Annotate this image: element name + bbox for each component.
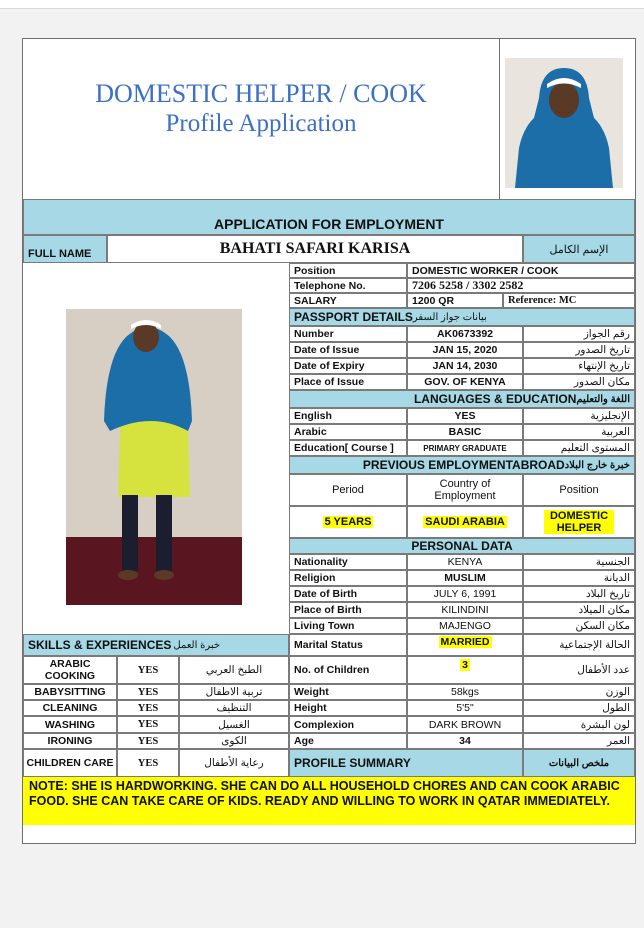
date-of-issue-ar: تاريخ الصدور	[523, 342, 635, 358]
date-of-issue-label: Date of Issue	[289, 342, 407, 358]
age-value: 34	[407, 733, 523, 749]
country-value-cell	[407, 506, 523, 538]
form-subtitle: Profile Application	[165, 110, 357, 137]
period-header: Period	[289, 474, 407, 506]
place-of-issue-label: Place of Issue	[289, 374, 407, 390]
date-of-issue-value: JAN 15, 2020	[407, 342, 523, 358]
arabic-label: Arabic	[289, 424, 407, 440]
skill-arabic-cooking-ar: الطبخ العربي	[179, 656, 289, 684]
skill-cleaning-ar: التنظيف	[179, 700, 289, 716]
weight-value: 58kgs	[407, 684, 523, 700]
height-value: 5'5"	[407, 700, 523, 716]
date-of-expiry-ar: تاريخ الإنتهاء	[523, 358, 635, 374]
passport-number-value: AK0673392	[407, 326, 523, 342]
english-ar: الإنجليزية	[523, 408, 635, 424]
place-of-birth-label: Place of Birth	[289, 602, 407, 618]
salary-label: SALARY	[289, 293, 407, 308]
profile-summary-label-ar: ملخص البيانات	[523, 749, 635, 777]
skills-heading: SKILLS & EXPERIENCES خبرة العمل	[23, 634, 289, 656]
profile-summary-label: PROFILE SUMMARY	[289, 749, 523, 777]
education-label: Education[ Course ]	[289, 440, 407, 456]
telephone-label: Telephone No.	[289, 278, 407, 293]
education-ar: المستوى التعليم	[523, 440, 635, 456]
skill-children-care-value: YES	[117, 749, 179, 777]
salary-value: 1200 QR	[407, 293, 503, 308]
skill-washing-value: YES	[117, 716, 179, 733]
skill-ironing-ar: الكوى	[179, 733, 289, 749]
weight-ar: الوزن	[523, 684, 635, 700]
date-of-expiry-label: Date of Expiry	[289, 358, 407, 374]
nationality-label: Nationality	[289, 554, 407, 570]
full-name-label-ar: الإسم الكامل	[523, 235, 635, 263]
header-divider	[499, 39, 500, 199]
personal-data-heading: PERSONAL DATA	[289, 538, 635, 554]
date-of-expiry-value: JAN 14, 2030	[407, 358, 523, 374]
form-title: DOMESTIC HELPER / COOK	[95, 79, 427, 108]
complexion-label: Complexion	[289, 716, 407, 733]
height-label: Height	[289, 700, 407, 716]
children-ar: عدد الأطفال	[523, 656, 635, 684]
skill-arabic-cooking-label: ARABIC COOKING	[23, 656, 117, 684]
age-label: Age	[289, 733, 407, 749]
english-label: English	[289, 408, 407, 424]
living-town-value: MAJENGO	[407, 618, 523, 634]
complexion-value: DARK BROWN	[407, 716, 523, 733]
position-value: DOMESTIC WORKER / COOK	[407, 263, 635, 278]
top-bar	[0, 0, 644, 9]
skill-washing-ar: الغسيل	[179, 716, 289, 733]
marital-status-value: MARRIED	[440, 636, 490, 648]
period-value-cell	[289, 506, 407, 538]
children-label: No. of Children	[289, 656, 407, 684]
passport-number-label: Number	[289, 326, 407, 342]
living-town-ar: مكان السكن	[523, 618, 635, 634]
skill-babysitting-ar: تربية الاطفال	[179, 684, 289, 700]
country-header: Country of Employment	[407, 474, 523, 506]
passport-heading: PASSPORT DETAILS بيانات جواز السفر	[289, 308, 635, 326]
note-text: NOTE: SHE IS HARDWORKING. SHE CAN DO ALL HOUSEHOLD CHORES AND CAN COOK ARABIC FOOD. SHE CAN TAKE CARE OF KIDS. READY AND WILLING TO WORK IN QATAR IMMEDIATELY.	[23, 777, 635, 825]
religion-value: MUSLIM	[407, 570, 523, 586]
place-of-issue-value: GOV. OF KENYA	[407, 374, 523, 390]
nationality-value: KENYA	[407, 554, 523, 570]
application-banner: APPLICATION FOR EMPLOYMENT	[23, 199, 635, 235]
skill-ironing-label: IRONING	[23, 733, 117, 749]
date-of-birth-label: Date of Birth	[289, 586, 407, 602]
arabic-ar: العربية	[523, 424, 635, 440]
passport-number-ar: رقم الجواز	[523, 326, 635, 342]
full-name-value: BAHATI SAFARI KARISA	[107, 235, 523, 263]
skill-cleaning-value: YES	[117, 700, 179, 716]
skill-children-care-label: CHILDREN CARE	[23, 749, 117, 777]
headshot-photo	[505, 58, 623, 188]
period-value: 5 YEARS	[324, 516, 372, 528]
skill-arabic-cooking-value: YES	[117, 656, 179, 684]
height-ar: الطول	[523, 700, 635, 716]
skill-cleaning-label: CLEANING	[23, 700, 117, 716]
country-value: SAUDI ARABIA	[425, 516, 505, 528]
skill-babysitting-value: YES	[117, 684, 179, 700]
languages-heading: LANGUAGES & EDUCATION اللغة والتعليم	[289, 390, 635, 408]
place-of-birth-value: KILINDINI	[407, 602, 523, 618]
marital-status-ar: الحالة الإجتماعية	[523, 634, 635, 656]
previous-position-value-cell	[523, 506, 635, 538]
education-value: PRIMARY GRADUATE	[407, 440, 523, 456]
place-of-issue-ar: مكان الصدور	[523, 374, 635, 390]
full-body-photo	[66, 309, 242, 605]
application-form	[22, 38, 636, 844]
skill-babysitting-label: BABYSITTING	[23, 684, 117, 700]
religion-ar: الديانة	[523, 570, 635, 586]
children-value: 3	[462, 659, 468, 671]
skill-washing-label: WASHING	[23, 716, 117, 733]
position-header: Position	[523, 474, 635, 506]
skill-children-care-ar: رعاية الأطفال	[179, 749, 289, 777]
full-name-label: FULL NAME	[23, 235, 107, 263]
living-town-label: Living Town	[289, 618, 407, 634]
arabic-value: BASIC	[407, 424, 523, 440]
weight-label: Weight	[289, 684, 407, 700]
position-label: Position	[289, 263, 407, 278]
english-value: YES	[407, 408, 523, 424]
children-cell	[407, 656, 523, 684]
marital-status-label: Marital Status	[289, 634, 407, 656]
age-ar: العمر	[523, 733, 635, 749]
religion-label: Religion	[289, 570, 407, 586]
place-of-birth-ar: مكان الميلاد	[523, 602, 635, 618]
telephone-value: 7206 5258 / 3302 2582	[407, 278, 635, 293]
date-of-birth-value: JULY 6, 1991	[407, 586, 523, 602]
previous-position-value: DOMESTIC HELPER	[544, 510, 614, 534]
complexion-ar: لون البشرة	[523, 716, 635, 733]
nationality-ar: الجنسية	[523, 554, 635, 570]
marital-status-cell	[407, 634, 523, 656]
skill-ironing-value: YES	[117, 733, 179, 749]
reference: Reference: MC	[503, 293, 635, 308]
previous-employment-heading: PREVIOUS EMPLOYMENTABROAD خبرة خارج البلاد	[289, 456, 635, 474]
date-of-birth-ar: تاريخ البلاد	[523, 586, 635, 602]
